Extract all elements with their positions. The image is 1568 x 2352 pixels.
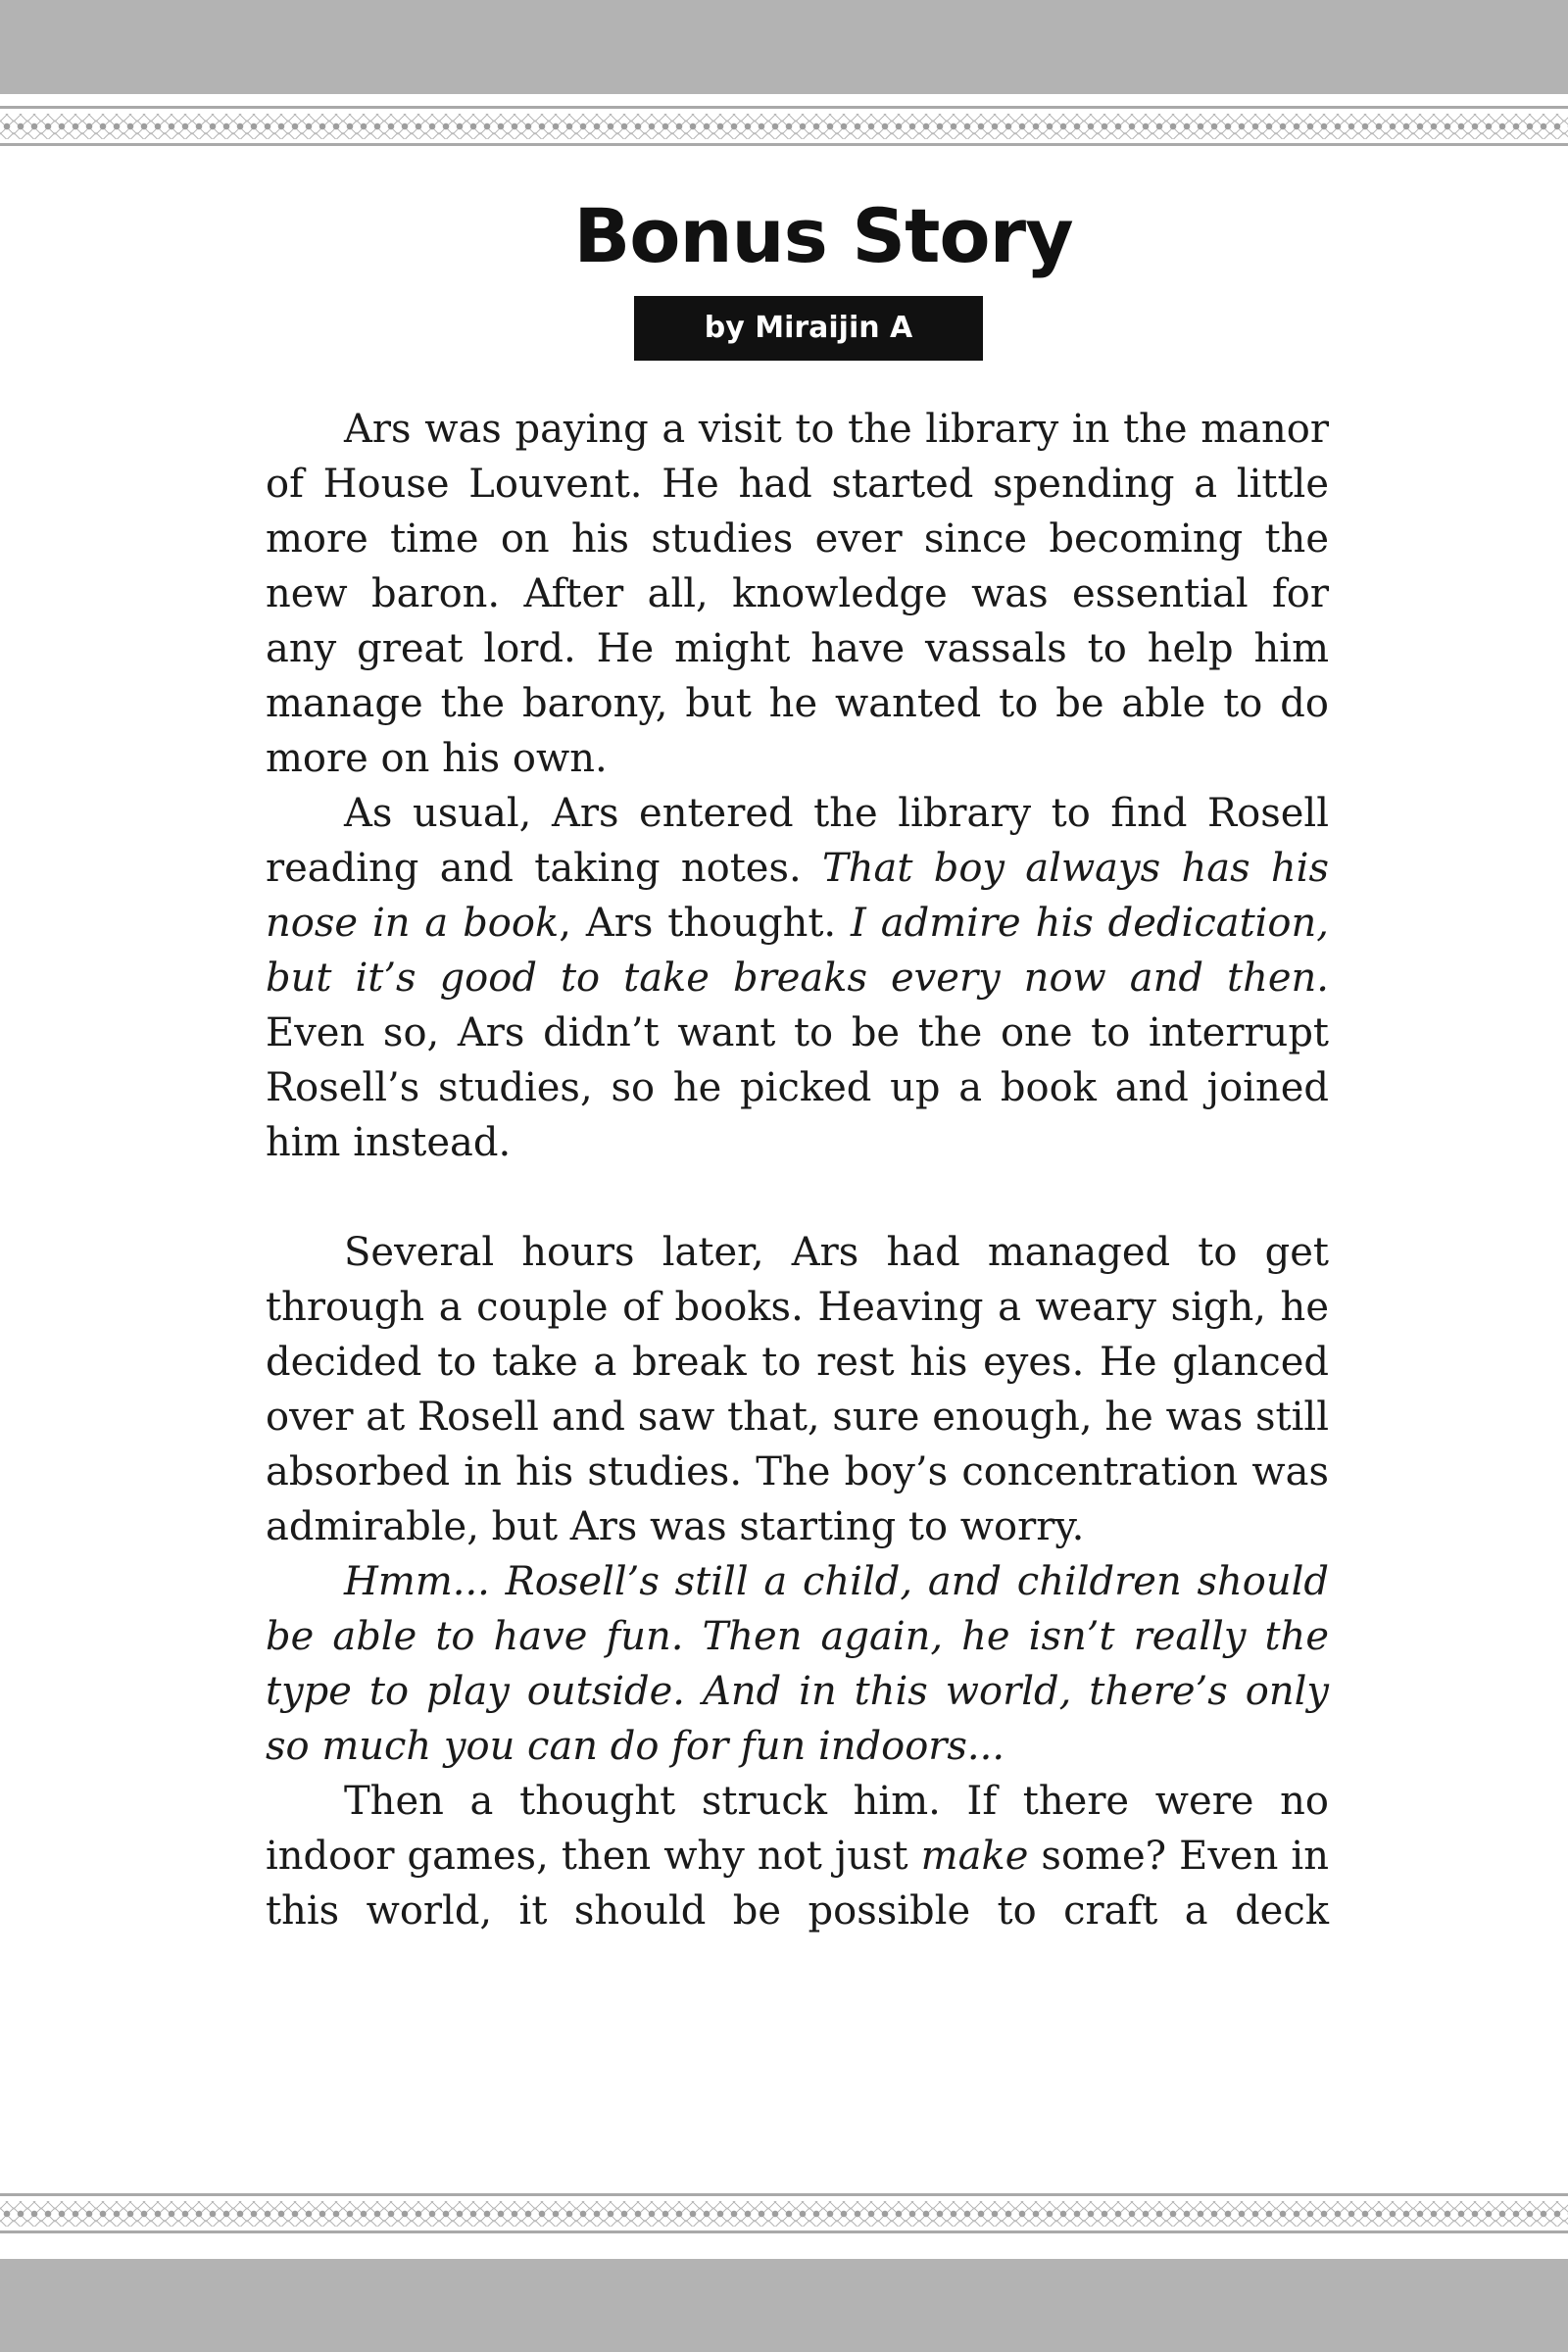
top-gray-band bbox=[0, 0, 1568, 94]
page-title: Bonus Story bbox=[573, 192, 1073, 279]
story-body bbox=[266, 402, 1329, 1938]
bottom-border-rule bbox=[0, 2230, 1568, 2233]
paragraph-5 bbox=[266, 1774, 1329, 1938]
paragraph-3: Several hours later, Ars had managed to get through a couple of books. Heaving a weary sigh, he decided to take a break to rest his eyes. He glanced over at Rosell and saw that, sure enough, he was still absorbed in his studies. The boy’s concentration was admirable, but Ars was starting to worry. bbox=[266, 1230, 1329, 1549]
paragraph-1: Ars was paying a visit to the library in the manor of House Louvent. He had started spending a little more time on his studies ever since becoming the new baron. After all, knowledge was essential for any great lord. He might have vassals to help him manage the barony, but he wanted to be able to do more on his own. bbox=[266, 407, 1329, 781]
paragraph-5-text-b: some? Even in this world, it should be possible to craft a deck bbox=[266, 1834, 1329, 1934]
paragraph-2-text-c: Even so, Ars didn’t want to be the one to interrupt Rosell’s studies, so he picked up a book and joined him instead. bbox=[266, 1010, 1329, 1165]
paragraph-2-text-b: , Ars thought. bbox=[559, 901, 852, 946]
scene-break bbox=[266, 1170, 1329, 1225]
paragraph-5-emphasis: make bbox=[920, 1834, 1029, 1879]
top-border-rule bbox=[0, 106, 1568, 109]
bottom-gray-band bbox=[0, 2259, 1568, 2352]
author-byline: by Miraijin A bbox=[634, 296, 983, 361]
top-ornamental-border bbox=[0, 114, 1568, 139]
paragraph-5-text-a: Then a thought struck him. If there were no indoor games, then why not just bbox=[266, 1779, 1329, 1879]
paragraph-4-thought: Hmm... Rosell’s still a child, and children should be able to have fun. Then again, he isn’t really the type to play outside. And in this world, there’s only so much you can do for fun indoors... bbox=[266, 1559, 1329, 1769]
paragraph-4 bbox=[266, 1554, 1329, 1774]
top-border-rule-lower bbox=[0, 143, 1568, 146]
paragraph-2-text-a: As usual, Ars entered the library to find Rosell reading and taking notes. bbox=[266, 791, 1329, 891]
paragraph-2-thought-b: I admire his dedication, but it’s good to take breaks every now and then. bbox=[266, 901, 1329, 1001]
paragraph-2-thought-a: That boy always has his nose in a book bbox=[266, 846, 1329, 946]
paragraph-2 bbox=[266, 786, 1329, 1170]
bottom-border-rule-upper bbox=[0, 2193, 1568, 2196]
bottom-ornamental-border bbox=[0, 2201, 1568, 2227]
